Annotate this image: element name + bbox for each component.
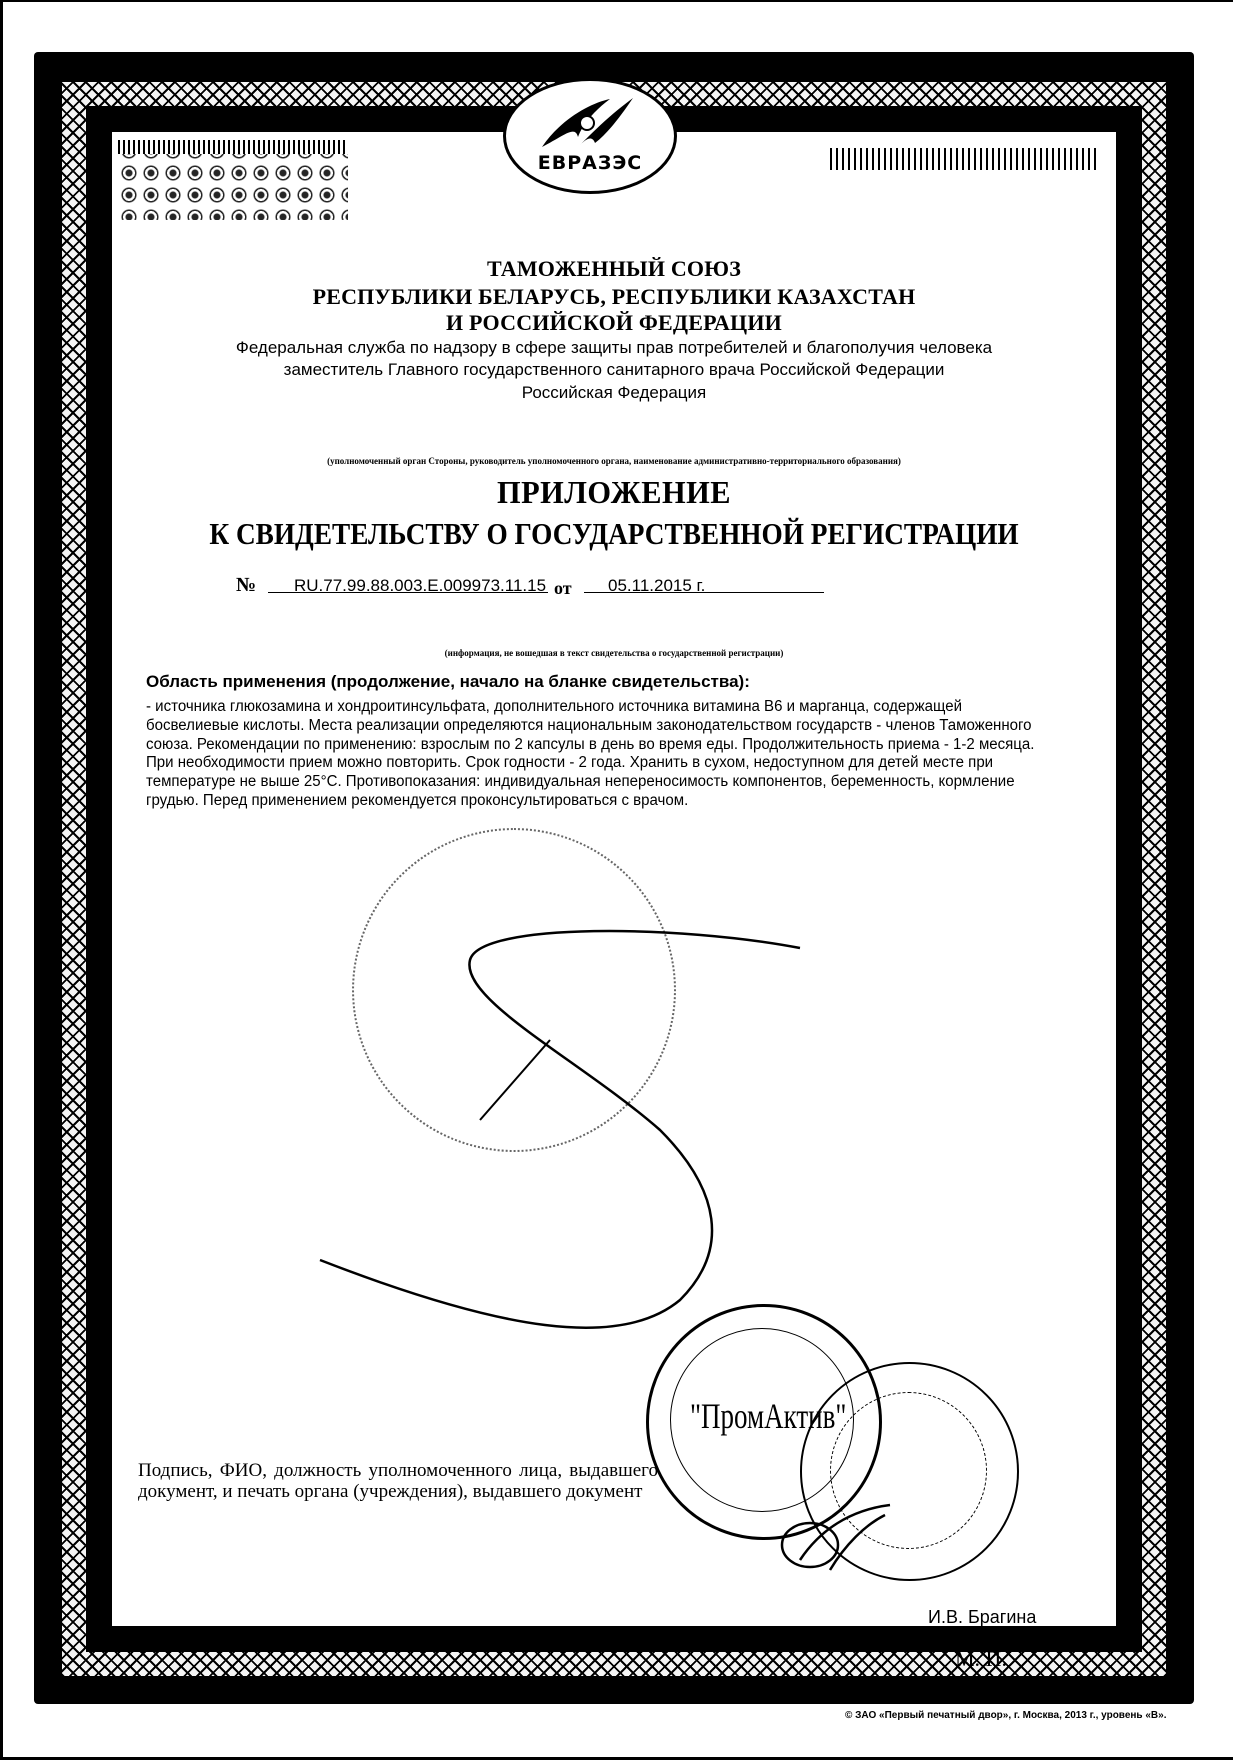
- registration-date: 05.11.2015 г.: [608, 576, 706, 595]
- ornament-strip-right: [830, 148, 1100, 170]
- printer-imprint: © ЗАО «Первый печатный двор», г. Москва, 2013 г., уровень «В».: [845, 1710, 1167, 1721]
- eurasec-logo-icon: [540, 95, 635, 150]
- authority-caption: (уполномоченный орган Стороны, руководитель уполномоченного органа, наименование административно-территориального образования): [327, 456, 901, 466]
- date-label: от: [554, 578, 572, 598]
- agency-line-2: заместитель Главного государственного санитарного врача Российской Федерации: [283, 360, 945, 379]
- ornament-strip-left: [118, 140, 348, 154]
- scope-text: - источника глюкозамина и хондроитинсульфата, дополнительного источника витамина В6 и марганца, содержащей босвелиевые кислоты. Места реализации определяются национальным законодательством государств - членов Таможенного союза. Рекомендации по применению: взрослым по 2 капсулы в день во время еды. Продолжительность приема - 1-2 месяца. При необходимости прием можно повторить. Срок годности - 2 года. Хранить в сухом, недоступном для детей месте при температуре не выше 25°С. Противопоказания: индивидуальная непереносимость компонентов, беременность, кормление грудью. Перед применением рекомендуется проконсультироваться с врачом.: [146, 698, 1035, 809]
- signatory-name: И.В. Брагина: [928, 1607, 1037, 1627]
- union-title-line-3: И РОССИЙСКОЙ ФЕДЕРАЦИИ: [446, 310, 782, 335]
- union-title-line-2: РЕСПУБЛИКИ БЕЛАРУСЬ, РЕСПУБЛИКИ КАЗАХСТАН: [312, 284, 916, 309]
- registration-caption: (информация, не вошедшая в текст свидетельства о государственной регистрации): [444, 648, 784, 658]
- seal-place-mark: М. П.: [955, 1646, 1007, 1671]
- scope-block: [146, 672, 1086, 811]
- agency-line-1: Федеральная служба по надзору в сфере защиты прав потребителей и благополучия человека: [235, 338, 993, 357]
- signature-underline: [680, 1638, 1040, 1639]
- registration-line: [236, 574, 976, 600]
- scope-heading: Область применения (продолжение, начало на бланке свидетельства):: [146, 672, 750, 691]
- signature-caption: (Ф. И. О., подпись): [740, 1640, 834, 1652]
- registration-number: RU.77.99.88.003.E.009973.11.15: [294, 576, 547, 595]
- document-title: ПРИЛОЖЕНИЕ: [496, 474, 732, 510]
- number-label: №: [236, 574, 257, 596]
- document-subtitle: К СВИДЕТЕЛЬСТВУ О ГОСУДАРСТВЕННОЙ РЕГИСТРАЦИИ: [209, 516, 1019, 551]
- signature-scribble-icon: [770, 1500, 900, 1580]
- organization-stamp-name: "ПромАктив": [690, 1396, 847, 1436]
- page-edge-left: [0, 0, 3, 1760]
- emblem-label: ЕВРАЗЭС: [537, 152, 643, 174]
- signature-label: Подпись, ФИО, должность уполномоченного лица, выдавшего документ, и печать органа (учреждения), выдавшего документ: [138, 1460, 658, 1502]
- page-edge-top: [0, 0, 1233, 2]
- agency-line-3: Российская Федерация: [521, 383, 707, 402]
- union-title-line-1: ТАМОЖЕННЫЙ СОЮЗ: [486, 256, 742, 281]
